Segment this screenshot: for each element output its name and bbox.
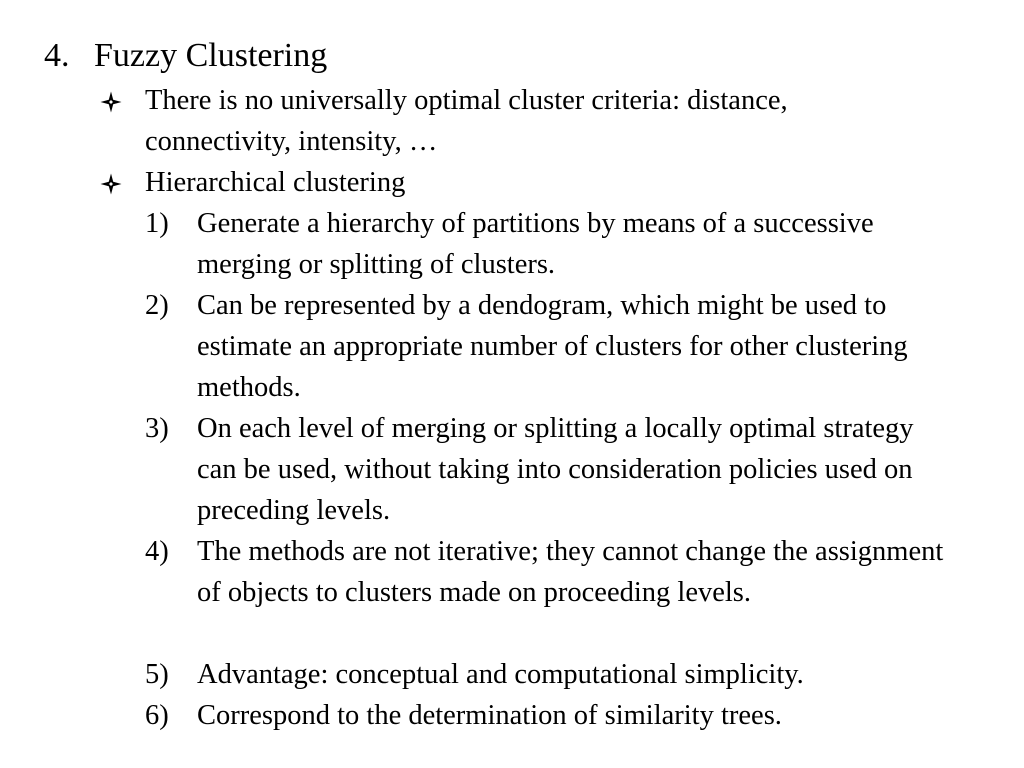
list-item-text: Correspond to the determination of similarity trees. bbox=[197, 700, 782, 731]
list-item-text: The methods are not iterative; they cannot change the assignment of objects to clusters made on proceeding levels. bbox=[197, 536, 944, 608]
list-item-index: 1) bbox=[145, 208, 169, 239]
list-item-index: 5) bbox=[145, 659, 169, 690]
bullet-text: There is no universally optimal cluster criteria: distance, connectivity, intensity, … bbox=[145, 85, 788, 157]
diamond-bullet-icon bbox=[100, 162, 122, 203]
list-item-text: Advantage: conceptual and computational simplicity. bbox=[197, 659, 804, 690]
diamond-bullet-icon bbox=[100, 80, 122, 121]
list-item-text: On each level of merging or splitting a locally optimal strategy can be used, without taking into consideration policies used on preceding levels. bbox=[197, 413, 914, 526]
list-item-text: Generate a hierarchy of partitions by means of a successive merging or splitting of clusters. bbox=[197, 208, 874, 280]
heading-title: Fuzzy Clustering bbox=[94, 37, 328, 74]
list-item-index: 4) bbox=[145, 536, 169, 567]
list-item-index: 2) bbox=[145, 290, 169, 321]
bullet-text: Hierarchical clustering bbox=[145, 167, 406, 198]
list-item-index: 6) bbox=[145, 700, 169, 731]
list-item-index: 3) bbox=[145, 413, 169, 444]
heading-number: 4. bbox=[44, 37, 70, 74]
slide-heading bbox=[44, 34, 327, 78]
list-item-text: Can be represented by a dendogram, which might be used to estimate an appropriate number of clusters for other clustering methods. bbox=[197, 290, 908, 403]
